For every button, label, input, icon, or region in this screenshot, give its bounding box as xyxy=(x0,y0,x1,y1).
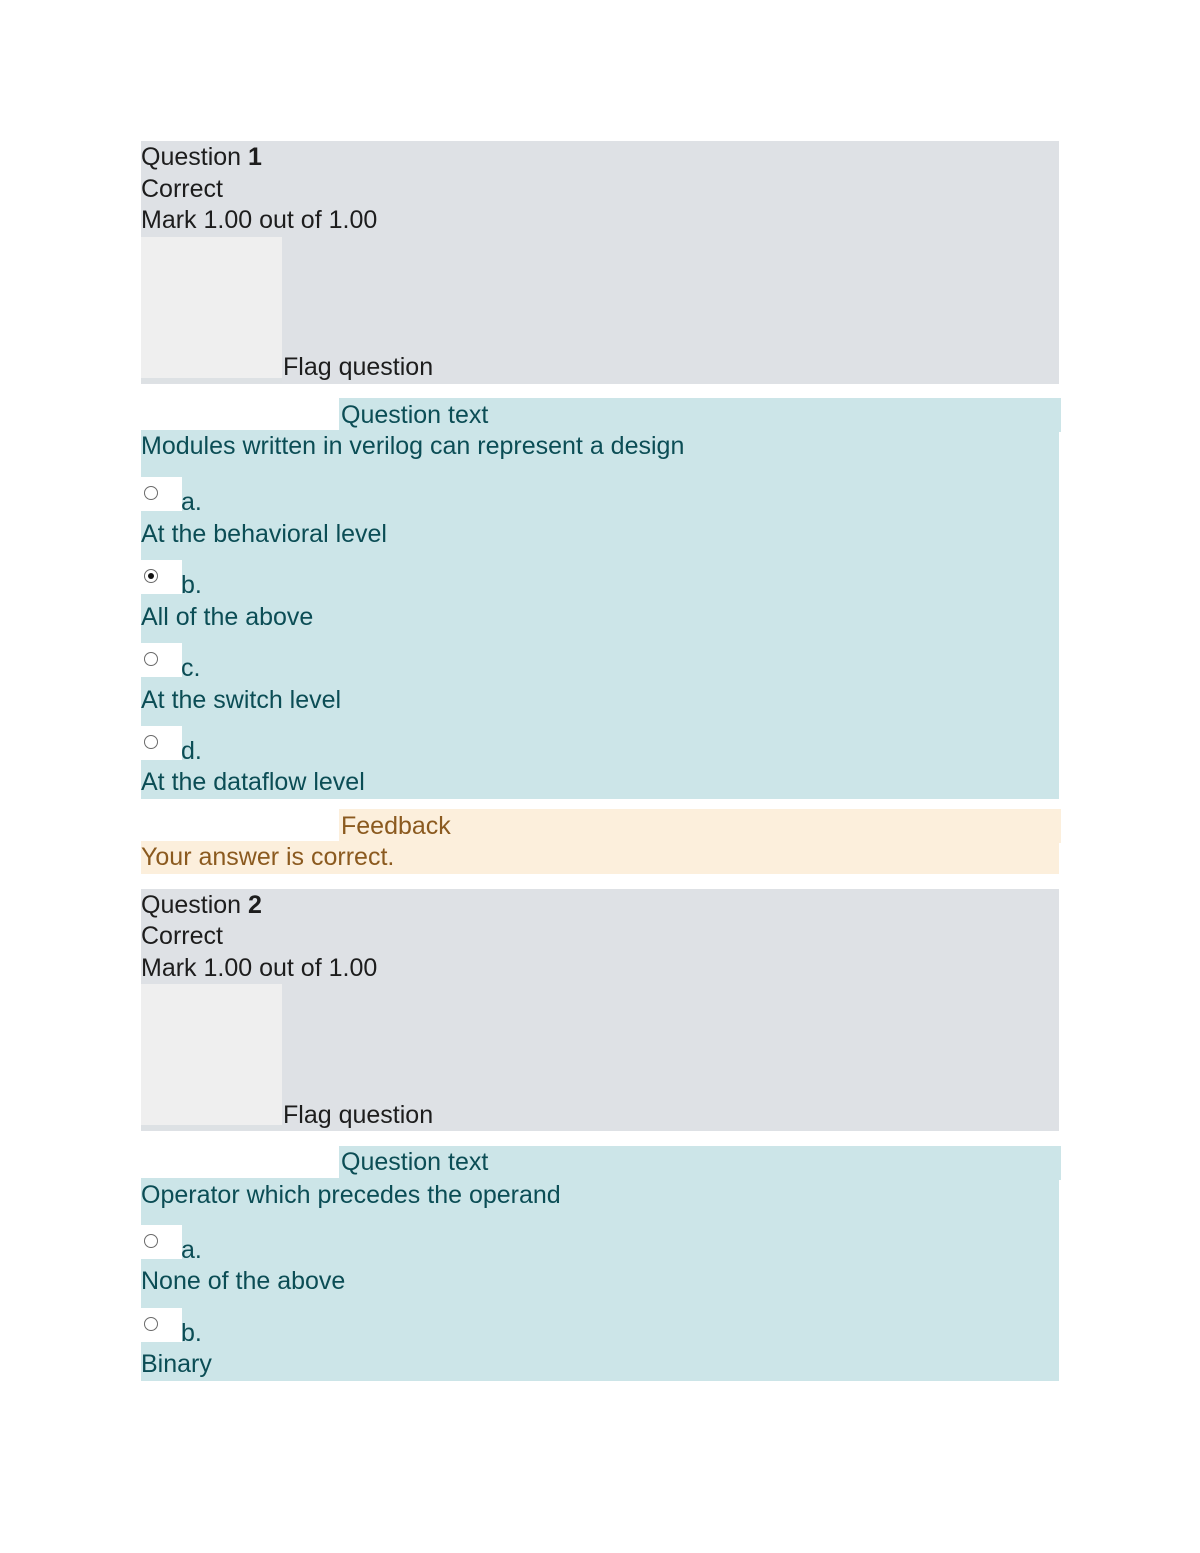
feedback-text: Your answer is correct. xyxy=(141,843,395,871)
question-state: Correct xyxy=(141,175,223,203)
option-c-label[interactable]: At the switch level xyxy=(141,686,342,714)
option-b-label[interactable]: Binary xyxy=(141,1350,212,1378)
option-d-letter: d. xyxy=(181,737,202,765)
question-text-heading: Question text xyxy=(341,401,489,429)
flag-question-link[interactable]: Flag question xyxy=(283,1101,434,1129)
option-d-radio[interactable] xyxy=(144,735,158,749)
option-b-label[interactable]: All of the above xyxy=(141,603,314,631)
question-grade: Mark 1.00 out of 1.00 xyxy=(141,206,378,234)
question-prompt: Operator which precedes the operand xyxy=(141,1181,561,1209)
option-b-letter: b. xyxy=(181,1319,202,1347)
option-a-radio[interactable] xyxy=(144,486,158,500)
option-a-label[interactable]: None of the above xyxy=(141,1267,346,1295)
option-d-label[interactable]: At the dataflow level xyxy=(141,768,365,796)
question-number: Question 2 xyxy=(141,891,262,919)
flag-question-link[interactable]: Flag question xyxy=(283,353,434,381)
flag-divider xyxy=(141,1125,282,1130)
question-grade: Mark 1.00 out of 1.00 xyxy=(141,954,378,982)
option-a-letter: a. xyxy=(181,1236,202,1264)
question-state: Correct xyxy=(141,922,223,950)
option-b-letter: b. xyxy=(181,571,202,599)
option-c-letter: c. xyxy=(181,654,201,682)
option-a-label[interactable]: At the behavioral level xyxy=(141,520,387,548)
question-prompt: Modules written in verilog can represent a design xyxy=(141,432,685,460)
option-a-letter: a. xyxy=(181,488,202,516)
option-b-radio[interactable] xyxy=(144,569,158,583)
feedback-heading: Feedback xyxy=(341,812,451,840)
flag-icon[interactable] xyxy=(141,237,282,378)
option-a-radio[interactable] xyxy=(144,1234,158,1248)
option-b-radio[interactable] xyxy=(144,1317,158,1331)
flag-divider xyxy=(141,378,282,383)
flag-icon[interactable] xyxy=(141,984,282,1125)
option-c-radio[interactable] xyxy=(144,652,158,666)
question-number: Question 1 xyxy=(141,143,262,171)
question-text-heading: Question text xyxy=(341,1148,489,1176)
